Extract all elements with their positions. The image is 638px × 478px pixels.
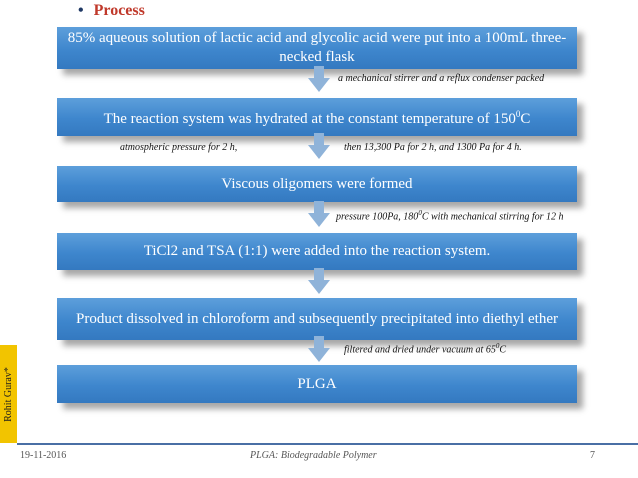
down-arrow-icon xyxy=(308,66,330,92)
step-3-text: Viscous oligomers were formed xyxy=(221,175,413,192)
step-1-text: 85% aqueous solution of lactic acid and glycolic acid were put into a 100mL three-necked flask xyxy=(67,30,567,65)
page-number: 7 xyxy=(590,450,595,461)
bullet-icon: • xyxy=(78,2,84,19)
footer-date: 19-11-2016 xyxy=(20,450,67,461)
step-5-text: Product dissolved in chloroform and subsequently precipitated into diethyl ether xyxy=(76,310,558,327)
slide-heading xyxy=(78,2,145,20)
down-arrow-icon xyxy=(308,133,330,159)
footer-divider xyxy=(17,443,638,445)
step-box-3 xyxy=(57,166,577,202)
down-arrow-icon xyxy=(308,336,330,362)
author-sidebar xyxy=(0,345,17,443)
step-box-5 xyxy=(57,298,577,340)
note-condition-2b: then 13,300 Pa for 2 h, and 1300 Pa for 4 h. xyxy=(344,142,522,153)
step-box-1 xyxy=(57,27,577,69)
step-2-text: The reaction system was hydrated at the constant temperature of $150^0C$ xyxy=(103,109,531,127)
heading-text: Process xyxy=(93,2,145,19)
step-6-text: PLGA xyxy=(297,375,337,392)
note-condition-3: pressure 100Pa, $180^0C$ with mechanical stirring for 12 h xyxy=(336,209,564,223)
step-box-2 xyxy=(57,98,577,136)
down-arrow-icon xyxy=(308,268,330,294)
author-name: Rohit Gurav* xyxy=(3,366,14,422)
step-4-text: TiCl2 and TSA (1:1) were added into the reaction system. xyxy=(143,243,491,259)
note-condition-5: filtered and dried under vacuum at $65^0C$ xyxy=(344,342,506,356)
down-arrow-icon xyxy=(308,201,330,227)
footer-title: PLGA: Biodegradable Polymer xyxy=(250,450,377,461)
step-box-4 xyxy=(57,233,577,270)
note-condition-1: a mechanical stirrer and a reflux condenser packed xyxy=(338,73,545,84)
note-condition-2a: atmospheric pressure for 2 h, xyxy=(120,142,238,153)
step-box-6 xyxy=(57,365,577,403)
